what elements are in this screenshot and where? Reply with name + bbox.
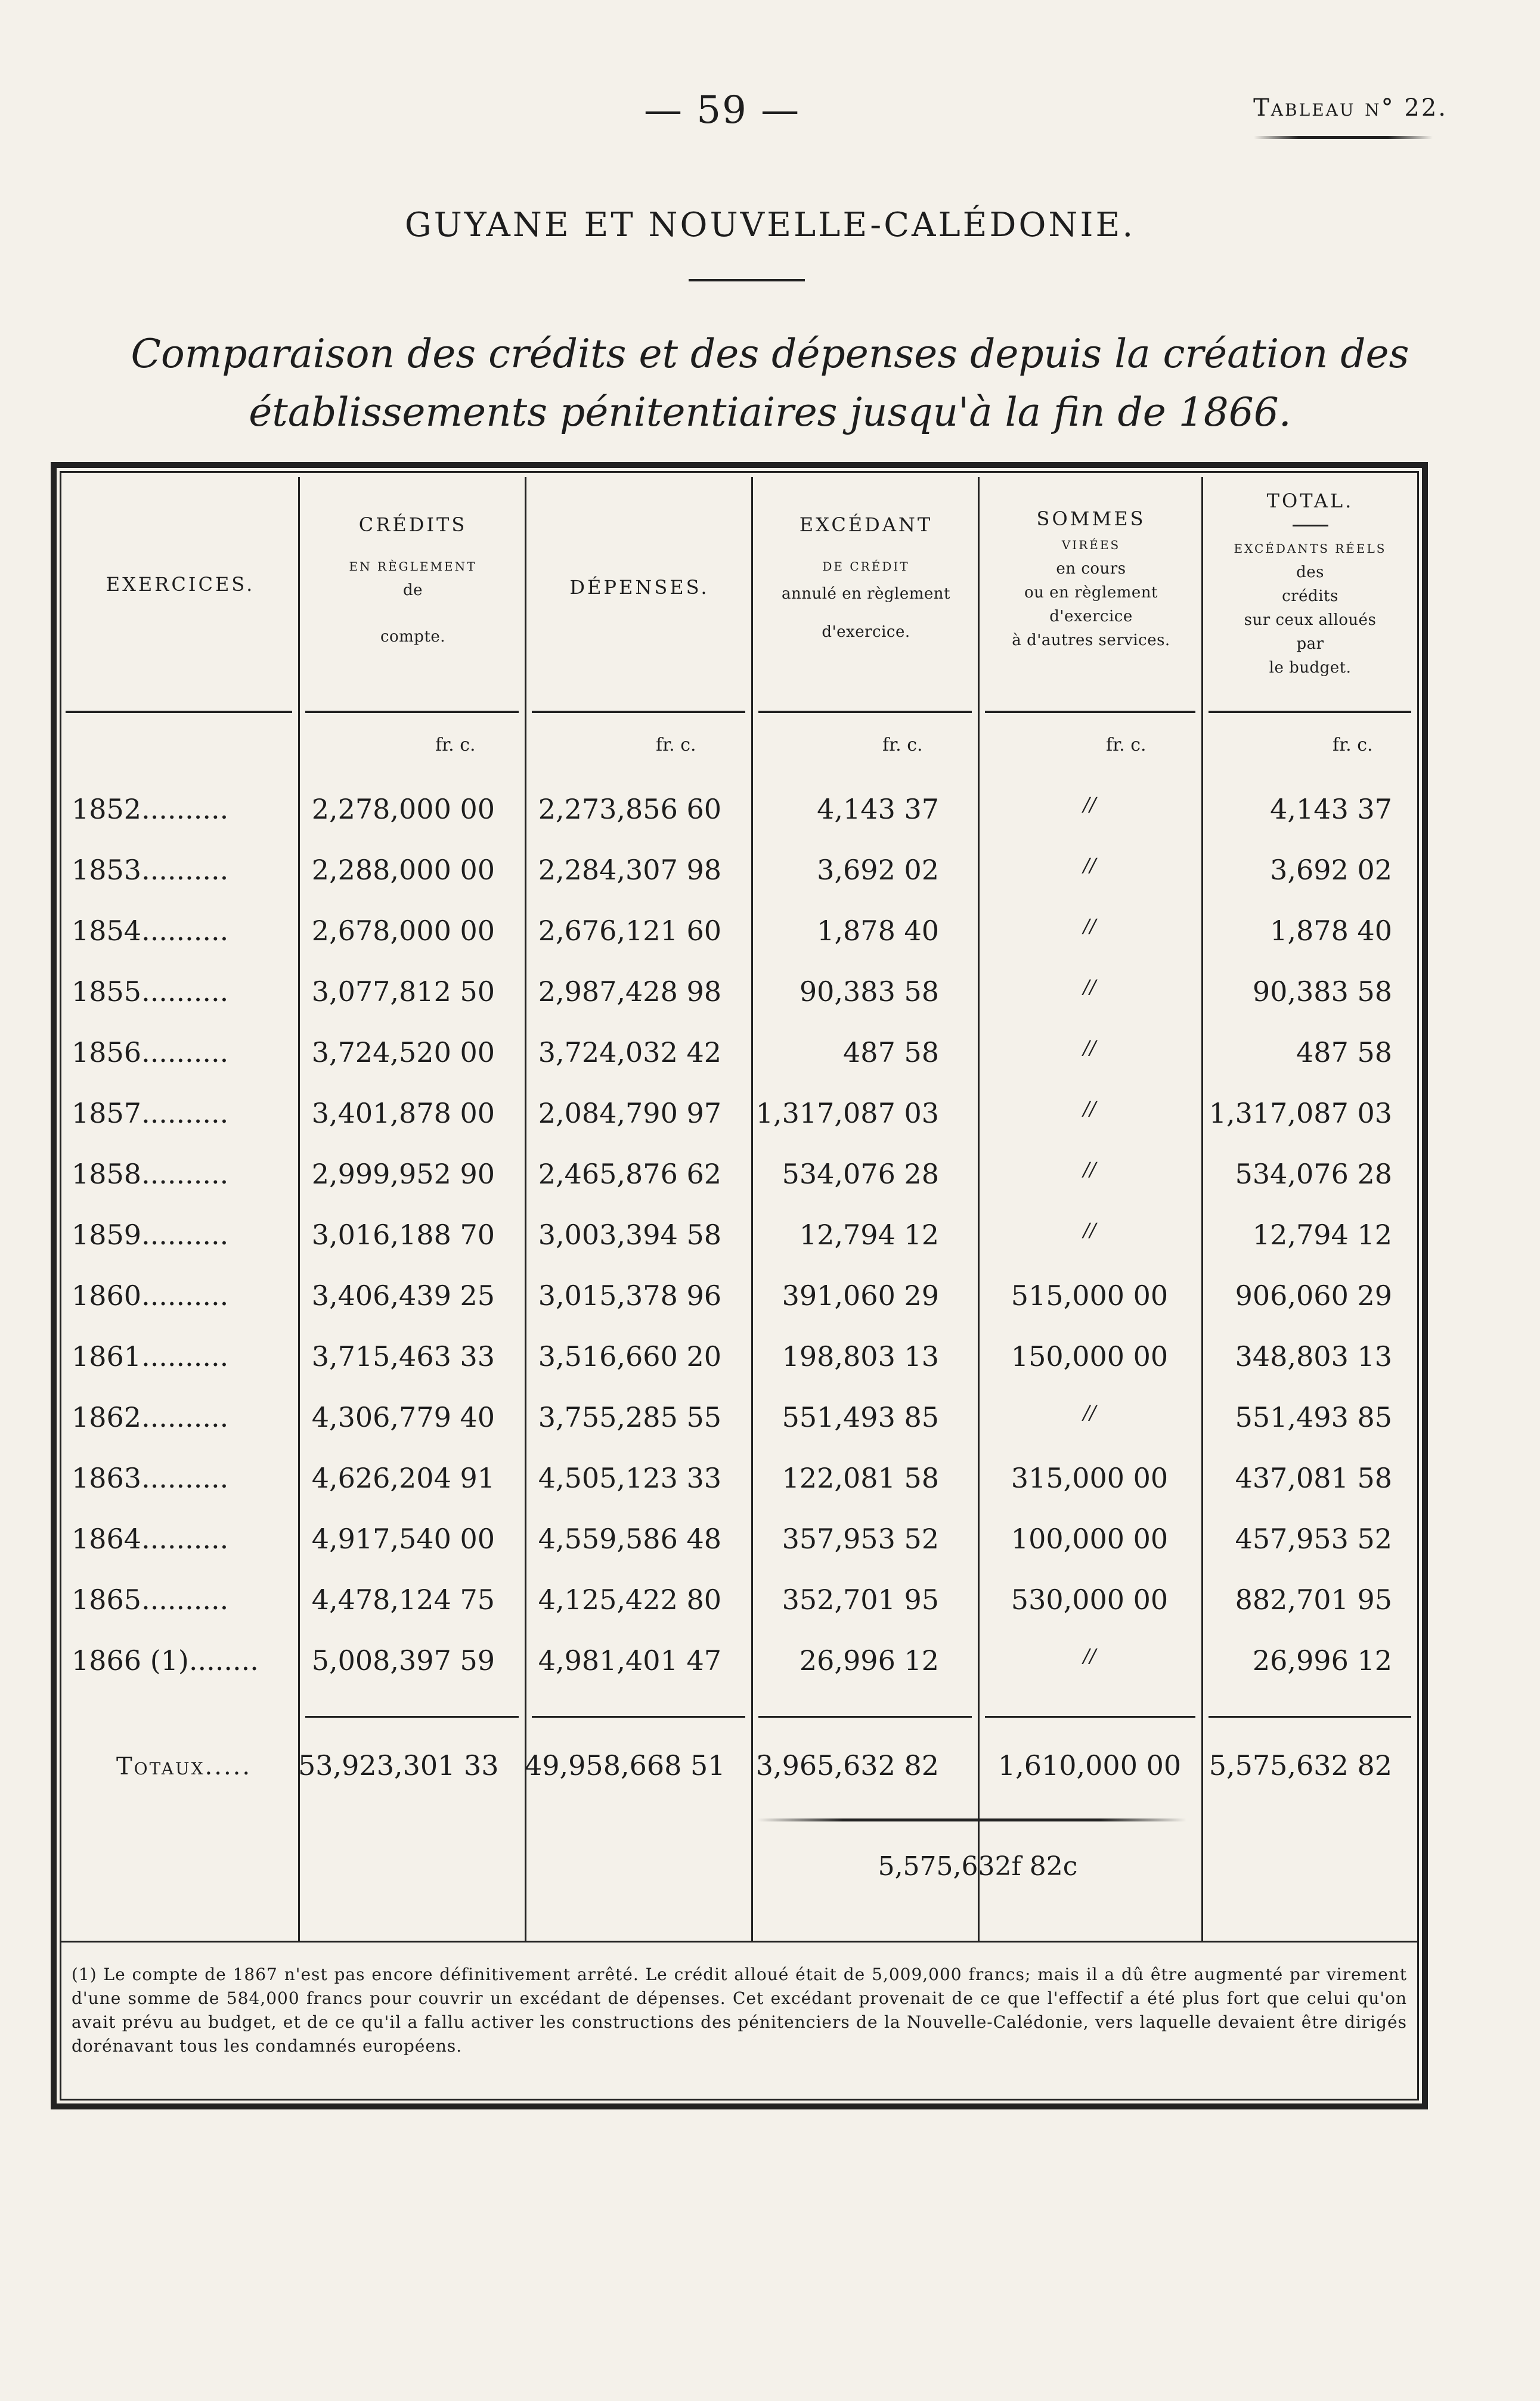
- header-exercices: [66, 572, 295, 597]
- header-sommes-line: ou en règlement: [1024, 584, 1158, 602]
- totals-rule: [532, 1716, 745, 1718]
- title-rule: [689, 279, 805, 281]
- table-row: [0, 836, 1540, 897]
- header-excedant: [757, 513, 975, 644]
- cell-sommes: //: [1083, 1036, 1096, 1059]
- table-row: [0, 1566, 1540, 1627]
- cell-total: 457,953 52: [1235, 1523, 1392, 1555]
- cell-credits: 2,288,000 00: [311, 854, 495, 886]
- unit-label: fr. c.: [1106, 735, 1147, 755]
- table-row: [0, 897, 1540, 958]
- header-sommes-line: à d'autres services.: [1012, 631, 1170, 649]
- header-credits-line: CRÉDITS: [358, 513, 467, 536]
- header-depenses-label: DÉPENSES.: [569, 576, 709, 599]
- cell-depenses: 2,987,428 98: [538, 975, 721, 1008]
- cell-excedant: 26,996 12: [799, 1644, 939, 1677]
- cell-year: 1857..........: [72, 1097, 229, 1129]
- cell-excedant: 4,143 37: [817, 793, 939, 825]
- grand-total: 5,575,632f 82c: [878, 1851, 1078, 1882]
- header-total-line: EXCÉDANTS RÉELS: [1234, 541, 1387, 556]
- cell-total: 551,493 85: [1235, 1401, 1392, 1433]
- header-total-line: le budget.: [1269, 659, 1352, 677]
- cell-year: 1861..........: [72, 1340, 229, 1373]
- cell-depenses: 3,003,394 58: [538, 1219, 721, 1251]
- tableau-number: Tableau n° 22.: [1253, 94, 1448, 122]
- header-excedant-line: EXCÉDANT: [799, 513, 933, 536]
- cell-credits: 2,678,000 00: [311, 915, 495, 947]
- header-credits: [304, 513, 522, 649]
- cell-year: 1864..........: [72, 1523, 229, 1555]
- header-total-line: par: [1296, 635, 1324, 653]
- unit-label: fr. c.: [882, 735, 923, 755]
- cell-excedant: 12,794 12: [799, 1219, 939, 1251]
- totals-excedant: 3,965,632 82: [755, 1749, 939, 1782]
- cell-year: 1855..........: [72, 975, 229, 1008]
- cell-credits: 3,077,812 50: [311, 975, 495, 1008]
- table-row: [0, 1627, 1540, 1687]
- cell-sommes: //: [1083, 1097, 1096, 1120]
- header-credits-line: EN RÈGLEMENT: [349, 559, 477, 574]
- cell-credits: 3,715,463 33: [311, 1340, 495, 1373]
- cell-depenses: 3,755,285 55: [538, 1401, 721, 1433]
- header-total-line: TOTAL.: [1266, 490, 1354, 512]
- cell-depenses: 4,505,123 33: [538, 1462, 721, 1494]
- cell-credits: 3,724,520 00: [311, 1036, 495, 1068]
- header-rule: [305, 711, 519, 713]
- cell-total: 437,081 58: [1235, 1462, 1392, 1494]
- cell-year: 1863..........: [72, 1462, 229, 1494]
- cell-total: 3,692 02: [1270, 854, 1392, 886]
- table-row: [0, 1383, 1540, 1444]
- cell-year: 1858..........: [72, 1158, 229, 1190]
- cell-excedant: 1,878 40: [817, 915, 939, 947]
- header-credits-line: de: [402, 581, 423, 599]
- cell-depenses: 2,284,307 98: [538, 854, 721, 886]
- table-row: [0, 1018, 1540, 1079]
- cell-credits: 3,401,878 00: [311, 1097, 495, 1129]
- cell-total: 1,317,087 03: [1209, 1097, 1392, 1129]
- cell-credits: 4,917,540 00: [311, 1523, 495, 1555]
- cell-sommes: //: [1083, 975, 1096, 998]
- cell-sommes: //: [1083, 1158, 1096, 1181]
- cell-depenses: 3,516,660 20: [538, 1340, 721, 1373]
- cell-year: 1853..........: [72, 854, 229, 886]
- table-subtitle: Comparaison des crédits et des dépenses depuis la création des établissements pénitentiaires jusqu'à la fin de 1866.: [131, 331, 1409, 435]
- table-row: [0, 1505, 1540, 1566]
- cell-excedant: 198,803 13: [782, 1340, 939, 1373]
- cell-sommes: 515,000 00: [1011, 1279, 1169, 1312]
- tableau-rule: [1254, 136, 1433, 139]
- unit-label: fr. c.: [1333, 735, 1373, 755]
- cell-credits: 3,406,439 25: [311, 1279, 495, 1312]
- table-row: [0, 1201, 1540, 1262]
- cell-credits: 3,016,188 70: [311, 1219, 495, 1251]
- header-total-line: crédits: [1282, 587, 1338, 605]
- cell-depenses: 4,125,422 80: [538, 1584, 721, 1616]
- table-row: [0, 1079, 1540, 1140]
- totals-rule: [305, 1716, 519, 1718]
- cell-total: 12,794 12: [1252, 1219, 1392, 1251]
- header-rule: [985, 711, 1195, 713]
- cell-year: 1856..........: [72, 1036, 229, 1068]
- cell-excedant: 391,060 29: [782, 1279, 939, 1312]
- cell-excedant: 90,383 58: [799, 975, 939, 1008]
- cell-credits: 4,478,124 75: [311, 1584, 495, 1616]
- cell-excedant: 3,692 02: [817, 854, 939, 886]
- cell-depenses: 2,676,121 60: [538, 915, 721, 947]
- header-exercices-label: EXERCICES.: [106, 573, 255, 596]
- cell-year: 1860..........: [72, 1279, 229, 1312]
- header-rule: [532, 711, 745, 713]
- header-excedant-line: d'exercice.: [822, 623, 910, 641]
- cell-year: 1859..........: [72, 1219, 229, 1251]
- cell-excedant: 122,081 58: [782, 1462, 939, 1494]
- cell-total: 534,076 28: [1235, 1158, 1392, 1190]
- cell-sommes: //: [1083, 1219, 1096, 1241]
- cell-credits: 4,306,779 40: [311, 1401, 495, 1433]
- cell-depenses: 3,015,378 96: [538, 1279, 721, 1312]
- cell-year: 1852..........: [72, 793, 229, 825]
- header-excedant-line: annulé en règlement: [782, 585, 950, 603]
- cell-excedant: 534,076 28: [782, 1158, 939, 1190]
- header-sommes: [984, 507, 1198, 652]
- table-row: [0, 1140, 1540, 1201]
- cell-sommes: //: [1083, 854, 1096, 876]
- header-sommes-line: en cours: [1056, 560, 1126, 578]
- cell-total: 4,143 37: [1270, 793, 1392, 825]
- cell-sommes: //: [1083, 1644, 1096, 1667]
- cell-year: 1866 (1)........: [72, 1644, 259, 1677]
- header-total-line: sur ceux alloués: [1244, 611, 1377, 629]
- header-depenses: [531, 575, 748, 600]
- totals-rule: [985, 1716, 1195, 1718]
- table-row: [0, 775, 1540, 836]
- cell-depenses: 4,559,586 48: [538, 1523, 721, 1555]
- header-total: [1207, 489, 1413, 680]
- totals-total: 5,575,632 82: [1209, 1749, 1392, 1782]
- grand-total-rule: [757, 1818, 1186, 1821]
- header-rule: [66, 711, 292, 713]
- cell-excedant: 487 58: [843, 1036, 939, 1068]
- cell-depenses: 3,724,032 42: [538, 1036, 721, 1068]
- cell-total: 348,803 13: [1235, 1340, 1392, 1373]
- header-total-line: des: [1296, 563, 1324, 581]
- cell-depenses: 2,273,856 60: [538, 793, 721, 825]
- cell-total: 906,060 29: [1235, 1279, 1392, 1312]
- totals-label: Totaux.....: [116, 1753, 252, 1780]
- footnote: (1) Le compte de 1867 n'est pas encore définitivement arrêté. Le crédit alloué était de 5,009,000 francs; mais il a dû être augmenté par virement d'une somme de 584,000 francs pour couvrir un excédant de dépenses. Cet excédant provenait de ce que l'effectif a été plus fort que celui qu'on avait prévu au budget, et de ce qu'il a fallu activer les constructions des pénitenciers de la Nouvelle-Calédonie, vers laquelle devaient être dirigés dorénavant tous les condamnés européens.: [72, 1965, 1407, 2056]
- header-sommes-line: SOMMES: [1036, 507, 1146, 530]
- header-rule: [1209, 711, 1411, 713]
- cell-total: 26,996 12: [1252, 1644, 1392, 1677]
- footnote-rule: [60, 1941, 1419, 1943]
- totals-rule: [1209, 1716, 1411, 1718]
- header-sommes-line: VIRÉES: [1061, 538, 1121, 552]
- cell-excedant: 1,317,087 03: [755, 1097, 939, 1129]
- cell-total: 487 58: [1296, 1036, 1392, 1068]
- table-row: [0, 1262, 1540, 1322]
- colony-title: GUYANE ET NOUVELLE-CALÉDONIE.: [404, 206, 1136, 244]
- totals-depenses: 49,958,668 51: [525, 1749, 726, 1782]
- cell-credits: 2,999,952 90: [311, 1158, 495, 1190]
- cell-total: 90,383 58: [1252, 975, 1392, 1008]
- unit-label: fr. c.: [435, 735, 476, 755]
- cell-sommes: 530,000 00: [1011, 1584, 1169, 1616]
- totals-rule: [758, 1716, 972, 1718]
- cell-depenses: 2,084,790 97: [538, 1097, 721, 1129]
- header-sommes-line: d'exercice: [1049, 608, 1133, 625]
- header-credits-line: compte.: [380, 628, 446, 646]
- header-rule: [758, 711, 972, 713]
- cell-sommes: 315,000 00: [1011, 1462, 1169, 1494]
- page-number: — 59 —: [644, 88, 801, 132]
- cell-year: 1865..........: [72, 1584, 229, 1616]
- cell-depenses: 4,981,401 47: [538, 1644, 721, 1677]
- cell-year: 1854..........: [72, 915, 229, 947]
- table-row: [0, 1322, 1540, 1383]
- cell-excedant: 357,953 52: [782, 1523, 939, 1555]
- totals-sommes: 1,610,000 00: [997, 1749, 1182, 1782]
- cell-year: 1862..........: [72, 1401, 229, 1433]
- cell-credits: 4,626,204 91: [311, 1462, 495, 1494]
- totals-credits: 53,923,301 33: [298, 1749, 499, 1782]
- cell-sommes: //: [1083, 915, 1096, 937]
- cell-credits: 2,278,000 00: [311, 793, 495, 825]
- unit-label: fr. c.: [656, 735, 696, 755]
- header-total-dash: [1207, 513, 1413, 537]
- cell-excedant: 352,701 95: [782, 1584, 939, 1616]
- cell-sommes: 100,000 00: [1011, 1523, 1169, 1555]
- cell-total: 1,878 40: [1270, 915, 1392, 947]
- cell-sommes: 150,000 00: [1011, 1340, 1169, 1373]
- cell-excedant: 551,493 85: [782, 1401, 939, 1433]
- cell-sommes: //: [1083, 1401, 1096, 1424]
- cell-total: 882,701 95: [1235, 1584, 1392, 1616]
- table-row: [0, 1444, 1540, 1505]
- table-row: [0, 958, 1540, 1018]
- cell-sommes: //: [1083, 793, 1096, 816]
- header-excedant-line: DE CRÉDIT: [822, 559, 910, 574]
- cell-credits: 5,008,397 59: [311, 1644, 495, 1677]
- cell-depenses: 2,465,876 62: [538, 1158, 721, 1190]
